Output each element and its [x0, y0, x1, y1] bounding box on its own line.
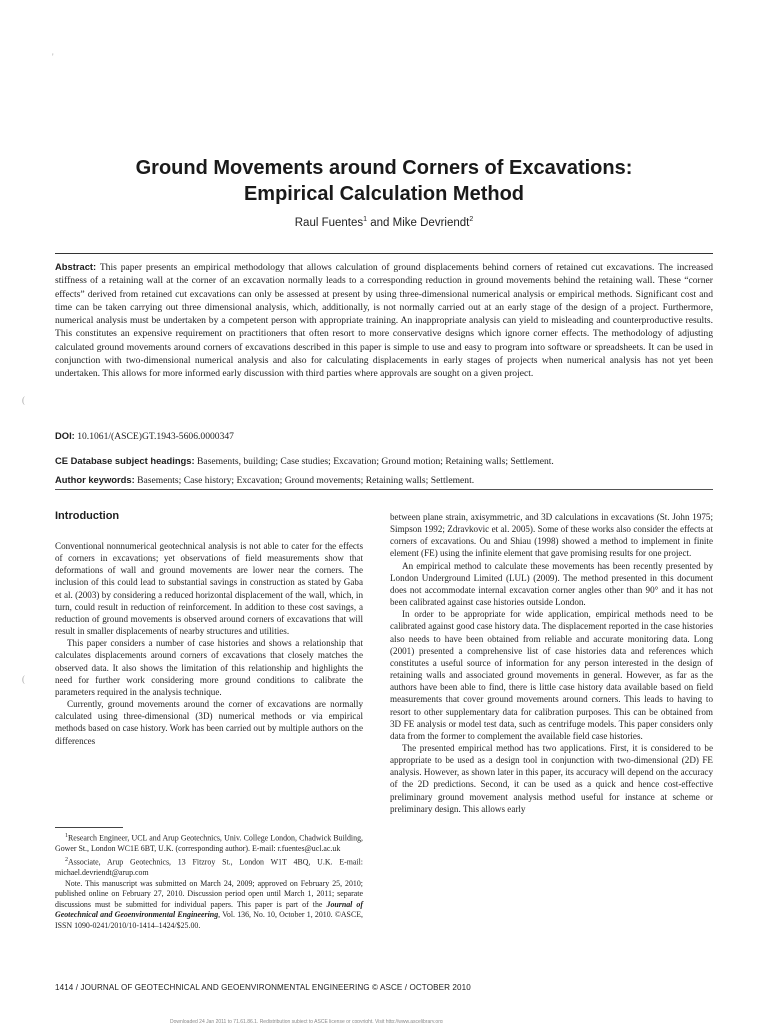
author-keywords-value: Basements; Case history; Excavation; Ground movements; Retaining walls; Settlement. [134, 475, 475, 486]
download-note: Downloaded 24 Jan 2011 to 71.61.86.1. Redistribution subject to ASCE license or copyright. Visit http://www.ascelibrary.org [170, 1019, 443, 1023]
paper-title [40, 155, 728, 207]
title-line-1: Ground Movements around Corners of Excavations: [135, 157, 633, 179]
footnote-rule [55, 827, 123, 828]
footnote-2-text: Associate, Arup Geotechnics, 13 Fitzroy St., London W1T 4BQ, U.K. E-mail: michael.devriendt@arup.com [55, 857, 363, 878]
author-keywords [55, 474, 715, 486]
footnote-2 [55, 855, 363, 879]
body-paragraph: An empirical method to calculate these movements has been recently presented by London Underground Limited (LUL) (2009). The method presented in this document does not accommodate internal excavation corner angles other than 90° and it has not been calibrated against case histories outside London. [390, 560, 713, 608]
journal-name: Journal of Geotechnical and Geoenvironmental Engineering [55, 899, 364, 920]
title-line-2: Empirical Calculation Method [243, 183, 525, 205]
running-footer: 1414 / JOURNAL OF GEOTECHNICAL AND GEOENVIRONMENTAL ENGINEERING © ASCE / OCTOBER 2010 [55, 983, 471, 992]
footnotes [55, 831, 363, 932]
submission-note [55, 879, 363, 932]
body-paragraph: The presented empirical method has two applications. First, it is considered to be appropriate to be used as a design tool in conjunction with two-dimensional (2D) FE analysis. However, as shown later in this paper, its accuracy will depend on the accuracy of the 2D predictions. Second, it can be used as a quick and hence cost-effective preliminary ground movement analysis method useful for instance at scheme or preliminary design. This allows early [390, 742, 713, 814]
ce-headings-label: CE Database subject headings: [55, 455, 195, 466]
section-heading-introduction: Introduction [55, 510, 120, 522]
abstract-label: Abstract: [55, 261, 97, 272]
author-1-affiliation-marker: 1 [363, 216, 368, 223]
author-2-name: Mike Devriendt [392, 216, 470, 229]
body-paragraph: This paper considers a number of case histories and shows a relationship that calculates displacements around corners of excavations that closely matches the observed data. It also shows the limitation of this relationship and highlights the need for further work considering more ground conditions to calibrate the parameters required in the analysis technique. [55, 638, 363, 697]
body-paragraph: Currently, ground movements around the corner of excavations are normally calculated using three-dimensional (3D) numerical methods or via empirical methods based on case history. Work has been carried out by multiple authors on the differences [55, 699, 363, 746]
abstract-block [55, 260, 713, 381]
body-paragraph: between plane strain, axisymmetric, and 3D calculations in excavations (St. John 1975; Simpson 1992; Zdravkovic et al. 2005). Some of these works also consider the effects at corners of excavations. Ou and Shiau (1998) showed a method to implement in finite element (FE) using the infinite element that gave promising results for one project. [390, 512, 713, 559]
author-line [40, 216, 728, 229]
doi-value: 10.1061/(ASCE)GT.1943-5606.0000347 [74, 431, 234, 442]
right-column [390, 511, 713, 815]
scan-mark-left-1: ( [22, 395, 25, 405]
body-paragraph: In order to be appropriate for wide application, empirical methods need to be calibrated against good case history data. The displacement reported in the case histories also needs to have been obtained from reliable and accurate monitoring data. Long (2001) presented a comprehensive list of case histories data and references which constitutes a useful source of information for any person interested in the design of retaining walls and associated ground movements in general. However, as far as the authors have been able to find, there is little case history data available based on field measurements that cover ground movements around corners. This leads to having to resort to other supplementary data for calibration purposes. This can be obtained from 3D FE analysis or model test data, such as centrifuge models. This paper considers only data from the former to complement the available field case histories. [390, 609, 713, 741]
footnote-1-text: Research Engineer, UCL and Arup Geotechnics, Univ. College London, Chadwick Building, Gower St., London WC1E 6BT, U.K. (corresponding author). E-mail: r.fuentes@ucl.ac.uk [55, 833, 363, 854]
left-column [55, 540, 363, 747]
abstract-top-rule [55, 253, 713, 254]
submission-note-text: Note. This manuscript was submitted on March 24, 2009; approved on February 25, 2010; published online on February 27, 2010. Discussion period open until March 1, 2011; separate discussions must be submitted for individual papers. This paper is part of the [55, 878, 363, 909]
doi-line [55, 430, 715, 442]
author-1-name: Raul Fuentes [294, 216, 364, 229]
footnote-1 [55, 831, 363, 855]
author-keywords-label: Author keywords: [55, 474, 135, 485]
abstract-text: This paper presents an empirical methodology that allows calculation of ground displacements behind corners of retained cut excavations. The increased stiffness of a retaining wall at the corner of an excavation normally leads to a corresponding reduction in ground movements behind the retaining wall. These “corner effects” derived from retained cut excavations can only be assessed at present by using three-dimensional numerical analysis or empirical methods. Significant cost and time can be taken carrying out three dimensional analysis, which, additionally, is not normally carried out at an early stage of the design of a project. Furthermore, numerical analysis must be undertaken by a competent person with appropriate training. An inappropriate analysis can yield to misleading and counterproductive results. This constitutes an expensive requirement on practitioners that often resort to more conservative designs which ignore corner effects. The methodology of adjusting calculated ground movements around corners of excavations described in this paper is simple to use and easy to program into software or spreadsheets. It can be used in conjunction with two-dimensional numerical analysis and also for calculating displacements in early stages of projects when numerical analysis has not yet been undertaken. This allows for more informed early discussion with third parties where approvals are sought on a given project. [55, 262, 713, 380]
keywords-bottom-rule [55, 489, 713, 490]
body-paragraph: Conventional nonnumerical geotechnical analysis is not able to cater for the effects of corners in excavations; yet observations of field measurements show that deformations of wall and ground movements are lower near the corners. The inclusion of this could lead to substantial savings in construction as stated by Gaba et al. (2003) by considering a reduced horizontal displacement of the wall, which, in turn, could result in reduction of reinforcement. In addition to these cost savings, a reduction of ground movements is observed around corners of excavations that will result in smaller displacements of nearby structures and utilities. [55, 541, 363, 637]
ce-headings-value: Basements, building; Case studies; Excavation; Ground motion; Retaining walls; Settlement. [194, 456, 554, 467]
author-2-affiliation-marker: 2 [469, 216, 474, 223]
ce-subject-headings [55, 455, 715, 467]
footnote-1-marker: 1 [65, 833, 68, 839]
author-connector: and [367, 216, 393, 229]
doi-label: DOI: [55, 430, 75, 441]
submission-note-citation: , Vol. 136, No. 10, October 1, 2010. ©ASCE, ISSN 1090-0241/2010/10-1414–1424/$25.00. [55, 910, 364, 930]
footnote-2-marker: 2 [65, 856, 68, 863]
scan-mark-left-2: ( [22, 674, 25, 684]
scan-mark-top: ' [52, 52, 54, 62]
